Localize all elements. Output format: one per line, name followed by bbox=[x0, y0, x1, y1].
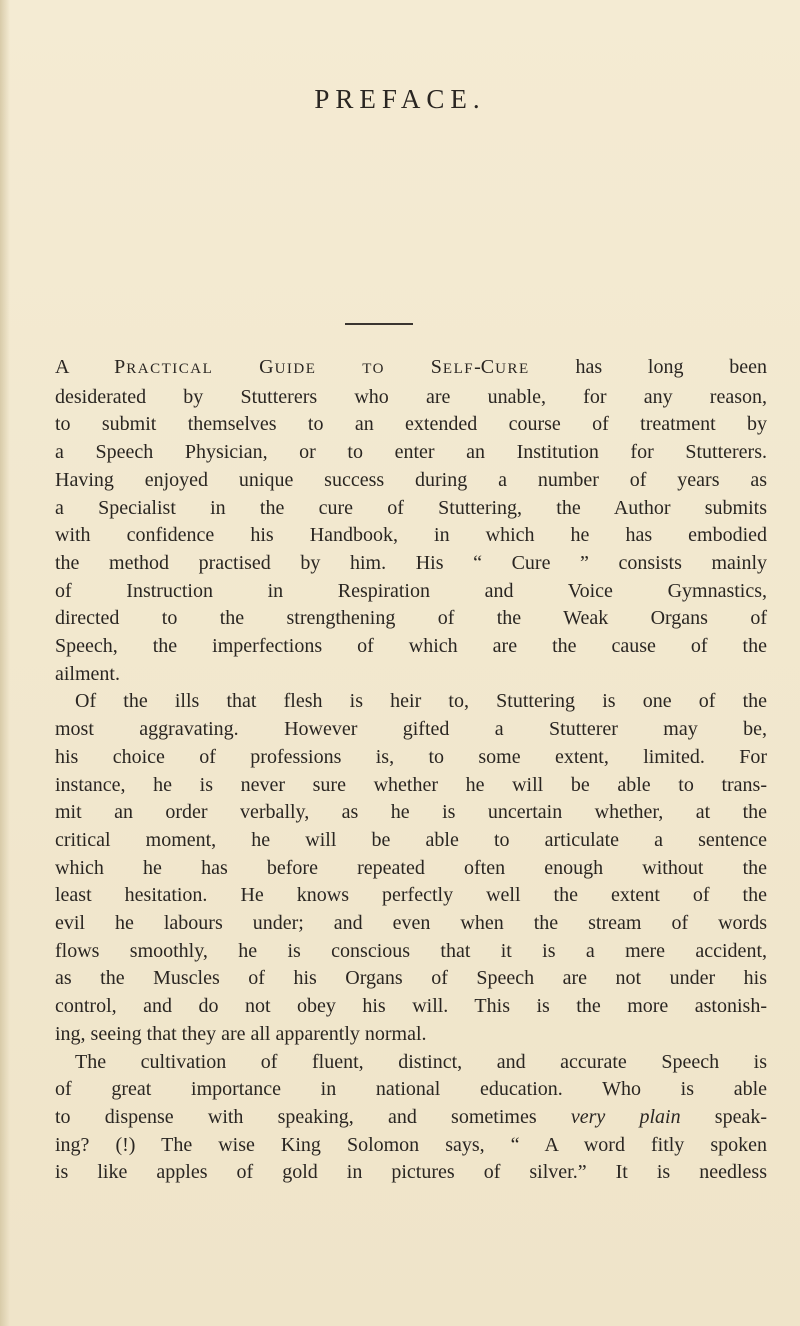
paragraph-2-line-2: most aggravating. However gifted a Stutterer may be, bbox=[55, 718, 767, 741]
paragraph-2-line-4: instance, he is never sure whether he will be able to trans- bbox=[55, 773, 767, 796]
paragraph-1-line-12: ailment. bbox=[55, 662, 120, 685]
paragraph-2-line-8: least hesitation. He knows perfectly well the extent of the bbox=[55, 884, 767, 907]
lead-small-self: ELF bbox=[442, 361, 475, 377]
paragraph-3-italic-very-plain: very plain bbox=[570, 1105, 681, 1128]
preface-body bbox=[55, 354, 767, 1187]
lead-rest: has long been bbox=[575, 356, 768, 378]
paragraph-1-line-8: the method practised by him. His “ Cure ” consists mainly bbox=[55, 551, 767, 574]
paragraph-2-line-10: flows smoothly, he is conscious that it is a mere accident, bbox=[55, 939, 767, 962]
paragraph-2-line-13: ing, seeing that they are all apparently normal. bbox=[55, 1022, 427, 1045]
paragraph-2-line-9: evil he labours under; and even when the stream of words bbox=[55, 912, 767, 935]
paragraph-1-line-2: desiderated by Stutterers who are unable, for any reason, bbox=[55, 385, 767, 408]
paragraph-2 bbox=[55, 688, 767, 1048]
paragraph-1-line-5: Having enjoyed unique success during a number of years as bbox=[55, 468, 767, 491]
paragraph-3-line-3-pre: to dispense with speaking, and sometimes bbox=[55, 1105, 537, 1128]
paragraph-3-line-3-post: speak- bbox=[714, 1105, 767, 1128]
paragraph-3 bbox=[55, 1049, 767, 1188]
lead-small-guide: UIDE bbox=[274, 361, 317, 377]
paragraph-2-line-5: mit an order verbally, as he is uncertain whether, at the bbox=[55, 801, 767, 824]
lead-cap-p: P bbox=[114, 356, 127, 378]
paragraph-3-line-4: ing? (!) The wise King Solomon says, “ A word fitly spoken bbox=[55, 1133, 767, 1156]
page-title: PREFACE. bbox=[314, 84, 486, 114]
paragraph-1-line-4: a Speech Physician, or to enter an Institution for Stutterers. bbox=[55, 441, 767, 464]
lead-small-cure: URE bbox=[495, 361, 530, 377]
paragraph-3-line-2: of great importance in national education. Who is able bbox=[55, 1078, 767, 1101]
paragraph-1 bbox=[55, 354, 767, 688]
lead-cap-c: C bbox=[480, 356, 496, 378]
paragraph-2-line-1: Of the ills that flesh is heir to, Stuttering is one of the bbox=[75, 690, 767, 713]
paragraph-3-line-5: is like apples of gold in pictures of silver.” It is needless bbox=[55, 1161, 767, 1184]
lead-small-to: TO bbox=[362, 361, 385, 377]
lead-cap-g: G bbox=[259, 356, 275, 378]
page-gutter-shadow bbox=[0, 0, 10, 1326]
paragraph-3-line-3 bbox=[55, 1104, 767, 1132]
paragraph-1-line-6: a Specialist in the cure of Stuttering, the Author submits bbox=[55, 496, 767, 519]
paragraph-1-line-9: of Instruction in Respiration and Voice Gymnastics, bbox=[55, 579, 767, 602]
lead-dash: - bbox=[474, 356, 481, 378]
paragraph-1-line-10: directed to the strengthening of the Weak Organs of bbox=[55, 607, 767, 630]
title-divider-rule bbox=[345, 323, 413, 325]
paragraph-1-line-7: with confidence his Handbook, in which he has embodied bbox=[55, 524, 767, 547]
lead-word-a: A bbox=[55, 356, 69, 378]
lead-cap-s: S bbox=[430, 356, 443, 378]
paragraph-2-line-6: critical moment, he will be able to articulate a sentence bbox=[55, 828, 767, 851]
paragraph-2-line-11: as the Muscles of his Organs of Speech are not under his bbox=[55, 967, 767, 990]
paragraph-3-line-1: The cultivation of fluent, distinct, and accurate Speech is bbox=[75, 1050, 767, 1073]
paragraph-1-line-11: Speech, the imperfections of which are the cause of the bbox=[55, 635, 767, 658]
paragraph-2-line-7: which he has before repeated often enough without the bbox=[55, 856, 767, 879]
paragraph-1-line-3: to submit themselves to an extended course of treatment by bbox=[55, 413, 767, 436]
lead-small-practical: RACTICAL bbox=[126, 361, 214, 377]
paragraph-1-line-1 bbox=[55, 354, 767, 384]
paragraph-2-line-12: control, and do not obey his will. This is the more astonish- bbox=[55, 995, 767, 1018]
paragraph-2-line-3: his choice of professions is, to some extent, limited. For bbox=[55, 745, 767, 768]
